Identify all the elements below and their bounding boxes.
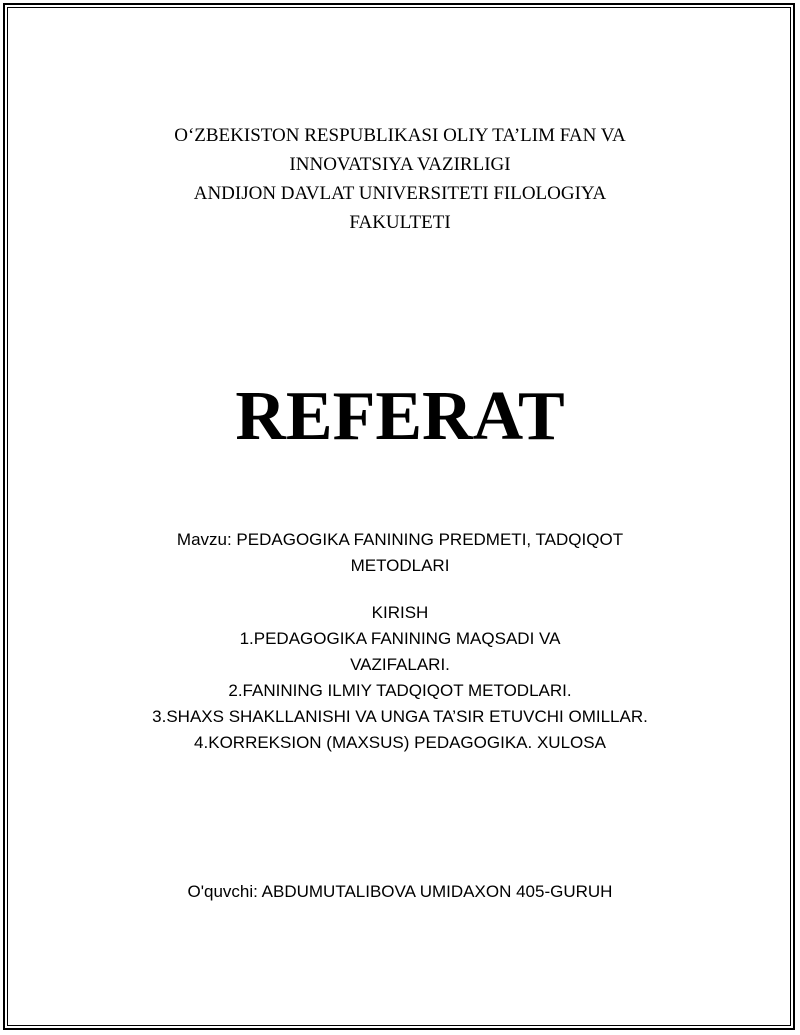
- institution-header: [0, 121, 800, 237]
- contents-item: KIRISH: [371, 603, 429, 622]
- contents-item: VAZIFALARI.: [350, 655, 450, 674]
- topic-line: METODLARI: [350, 556, 450, 575]
- contents-item: 3.SHAXS SHAKLLANISHI VA UNGA TA’SIR ETUVCHI OMILLAR.: [152, 707, 648, 726]
- contents-item: 1.PEDAGOGIKA FANINING MAQSADI VA: [239, 629, 561, 648]
- student-line: O'quvchi: ABDUMUTALIBOVA UMIDAXON 405-GURUH: [187, 882, 613, 901]
- contents-item: 2.FANINING ILMIY TADQIQOT METODLARI.: [228, 681, 572, 700]
- header-line: ANDIJON DAVLAT UNIVERSITETI FILOLOGIYA: [193, 183, 607, 204]
- contents-item: 4.KORREKSION (MAXSUS) PEDAGOGIKA. XULOSA: [194, 733, 606, 752]
- header-line: O‘ZBEKISTON RESPUBLIKASI OLIY TA’LIM FAN VA: [174, 125, 626, 146]
- topic-line: Mavzu: PEDAGOGIKA FANINING PREDMETI, TADQIQOT: [176, 530, 624, 549]
- contents-list: [0, 600, 800, 756]
- header-line: FAKULTETI: [349, 212, 451, 233]
- header-line: INNOVATSIYA VAZIRLIGI: [289, 154, 511, 175]
- document-title: REFERAT: [235, 378, 565, 455]
- topic-block: [0, 527, 800, 579]
